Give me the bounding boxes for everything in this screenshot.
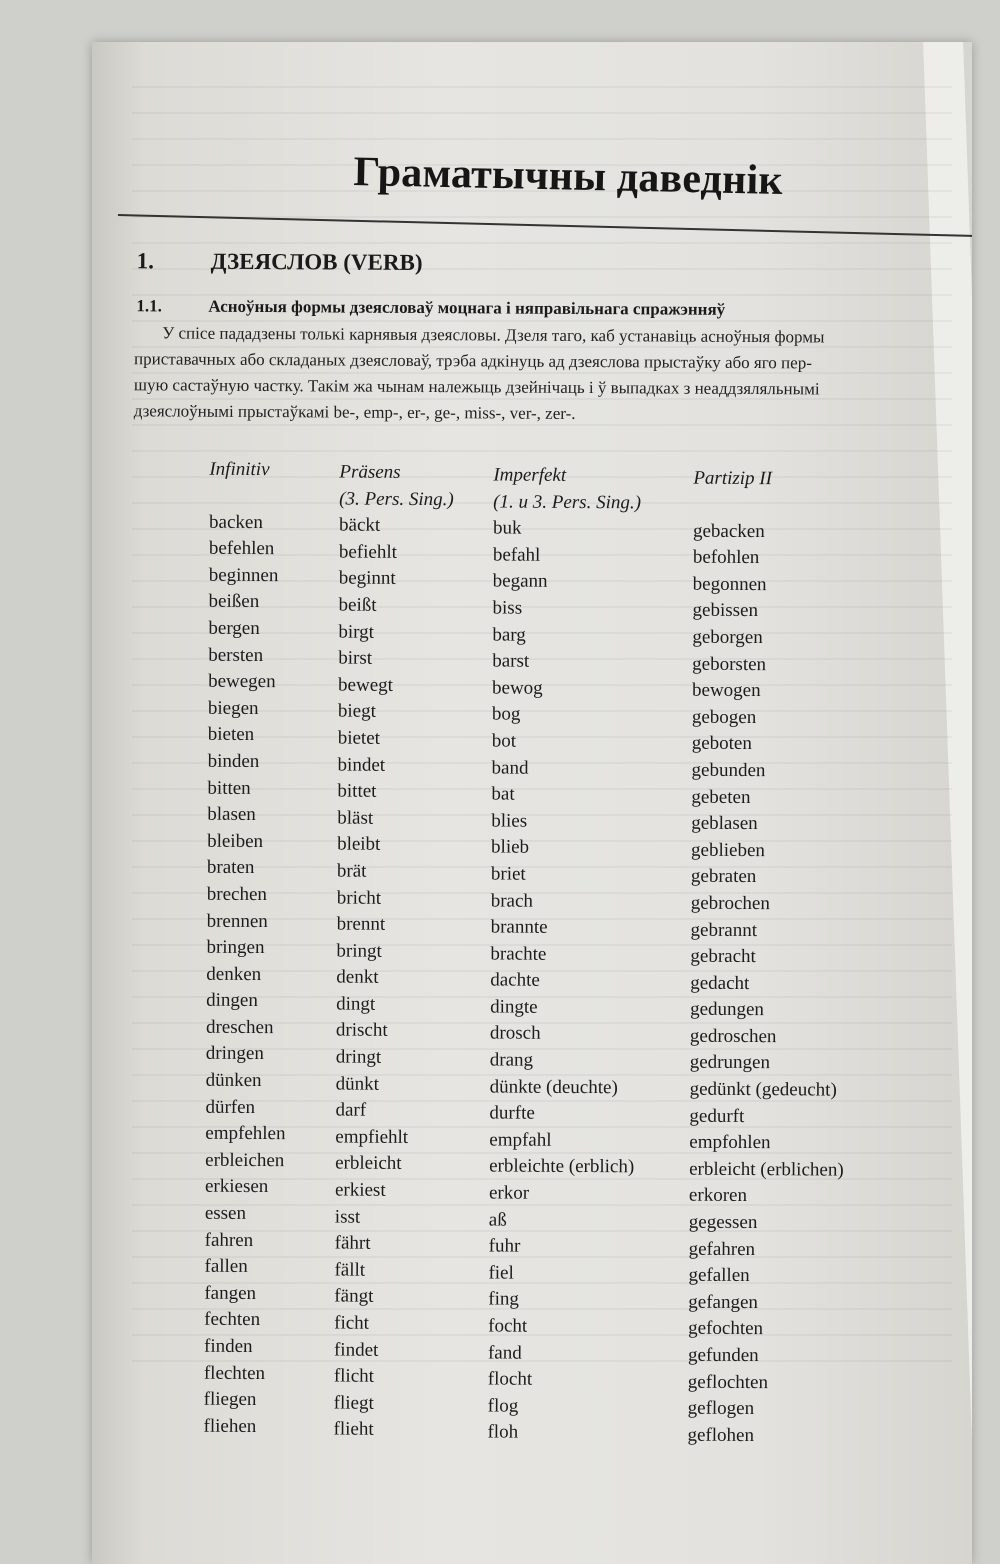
verb-form: bittet	[337, 780, 377, 802]
verb-form: beginnen	[208, 564, 279, 586]
verb-form: binden	[207, 750, 260, 772]
verb-form: drosch	[489, 1022, 541, 1045]
verb-form: essen	[204, 1202, 247, 1224]
verb-form: dingt	[336, 993, 376, 1015]
verb-form: brät	[336, 860, 367, 882]
verb-form: fliehen	[203, 1415, 257, 1437]
verb-form: biegt	[337, 700, 376, 723]
verb-form: beißt	[338, 594, 377, 616]
header-praesens-sub: (3. Pers. Sing.)	[339, 488, 454, 510]
section-number: 1.	[136, 248, 154, 274]
verb-form: fahren	[204, 1229, 254, 1251]
verb-form: empfiehlt	[335, 1126, 409, 1148]
verb-form: befiehlt	[338, 541, 397, 563]
subsection-title: Асноўныя формы дзеясловаў моцнага і няправільнага спражэнняў	[208, 296, 726, 319]
column-partizip	[687, 466, 848, 1450]
verb-form: gedungen	[690, 998, 765, 1021]
header-imperfekt-sub: (1. u 3. Pers. Sing.)	[493, 491, 642, 513]
verb-form: gedroschen	[689, 1025, 777, 1048]
verb-form: brachte	[490, 943, 547, 965]
verb-form: bleibt	[337, 833, 381, 856]
verb-form: empfohlen	[689, 1131, 771, 1154]
intro-line: шую састаўную частку. Такім жа чынам належыць дзейнічаць і ў выпадках з неаддзяляльнымі	[133, 375, 820, 399]
verb-form: aß	[488, 1209, 507, 1231]
verb-form: erbleichte (erblich)	[489, 1155, 635, 1178]
verb-form: bat	[491, 783, 515, 805]
verb-form: finden	[203, 1335, 253, 1358]
verb-form: fangen	[204, 1282, 257, 1304]
verb-form: bewegt	[338, 674, 394, 696]
verb-form: gebacken	[692, 520, 765, 542]
column-praesens	[333, 460, 454, 1445]
verb-form: fing	[488, 1288, 519, 1311]
verb-form: gefunden	[687, 1344, 759, 1367]
verb-form: bog	[491, 703, 521, 725]
section-title: ДЗЕЯСЛОВ (VERB)	[210, 248, 423, 276]
verb-form: dünkte (deuchte)	[489, 1076, 618, 1098]
verb-form: dringt	[335, 1046, 382, 1068]
verb-form: ficht	[334, 1312, 370, 1334]
rows-infinitiv	[203, 509, 289, 1440]
verb-form: geblieben	[691, 839, 765, 861]
verb-form: dünken	[205, 1069, 262, 1092]
verb-form: buk	[492, 517, 522, 539]
verb-form: fliegen	[203, 1388, 257, 1411]
verb-form: befohlen	[692, 546, 760, 569]
verb-form: biegen	[207, 697, 259, 719]
verb-form: dreschen	[205, 1016, 274, 1039]
verb-form: bleiben	[207, 830, 264, 852]
verb-form: denkt	[336, 966, 379, 989]
verb-form: dürfen	[205, 1096, 256, 1118]
verb-form: bringen	[206, 936, 265, 959]
verb-form: barg	[492, 624, 526, 646]
verb-form: flieht	[333, 1418, 374, 1441]
verb-form: erkiest	[334, 1179, 386, 1201]
verb-form: bewegen	[208, 670, 276, 693]
header-imperfekt: Imperfekt	[493, 464, 567, 486]
verb-form: gefallen	[688, 1264, 750, 1287]
verb-form: fuhr	[488, 1235, 521, 1257]
verb-form: gefangen	[688, 1291, 759, 1313]
verb-form: erbleicht (erblichen)	[689, 1158, 844, 1181]
verb-form: bäckt	[338, 514, 381, 536]
verb-form: flechten	[203, 1362, 266, 1384]
verb-form: focht	[488, 1315, 528, 1337]
rows-imperfekt	[487, 516, 640, 1448]
verb-form: gedacht	[690, 972, 750, 994]
verb-form: erkiesen	[204, 1176, 269, 1198]
verb-form: begonnen	[692, 573, 767, 595]
intro-line: приставачных або складаных дзеясловаў, трэба адкінуць ад дзеяслова прыстаўку або яго пер-	[134, 349, 812, 373]
verb-form: gefahren	[688, 1238, 756, 1260]
verb-form: fechten	[204, 1309, 261, 1331]
chapter-title: Граматычны даведнік	[353, 148, 784, 204]
verb-form: barst	[492, 650, 530, 672]
header-infinitiv: Infinitiv	[209, 458, 270, 481]
verb-form: dünkt	[335, 1073, 379, 1095]
verb-form: gebeten	[691, 786, 751, 808]
book-page	[92, 42, 972, 1564]
verb-form: brennen	[206, 910, 268, 932]
verb-form: denken	[206, 963, 262, 985]
verb-form: gebunden	[691, 759, 766, 782]
verb-form: gebracht	[690, 945, 756, 968]
verb-form: blasen	[207, 803, 256, 826]
verb-form: brechen	[206, 883, 268, 905]
verb-form: band	[491, 756, 529, 779]
verb-form: fliegt	[333, 1392, 374, 1414]
verb-form: beißen	[208, 591, 260, 613]
header-partizip: Partizip II	[693, 467, 773, 490]
verb-form: dachte	[490, 969, 540, 992]
verb-form: bersten	[208, 644, 264, 666]
verb-form: erkoren	[688, 1185, 748, 1207]
verb-form: brennt	[336, 913, 386, 935]
verb-form: bringt	[336, 940, 382, 962]
verb-form: blies	[491, 810, 528, 832]
column-imperfekt	[487, 462, 641, 1447]
verb-form: gebrochen	[690, 892, 770, 915]
verb-form: fährt	[334, 1232, 371, 1254]
verb-form: gefochten	[688, 1318, 764, 1340]
verb-form: erbleicht	[335, 1152, 402, 1175]
verb-form: flocht	[487, 1368, 533, 1390]
verb-form: geflogen	[687, 1397, 755, 1420]
verb-form: gebrannt	[690, 919, 758, 941]
verb-form: bot	[491, 730, 517, 752]
verb-form: bewogen	[691, 679, 761, 702]
verb-form: isst	[334, 1206, 361, 1228]
verb-form: gebogen	[691, 706, 757, 728]
verb-form: geflochten	[687, 1371, 769, 1393]
verb-form: geblasen	[691, 812, 758, 835]
verb-form: bindet	[337, 754, 386, 776]
verb-form: befahl	[492, 544, 541, 566]
verb-form: birst	[338, 647, 373, 669]
verb-form: fallen	[204, 1255, 248, 1278]
verb-form: bergen	[208, 617, 260, 640]
verb-form: darf	[335, 1099, 367, 1121]
intro-paragraph	[134, 320, 972, 429]
verb-form: flog	[487, 1395, 519, 1417]
column-infinitiv	[203, 457, 289, 1441]
verb-form: bewog	[491, 677, 543, 699]
verb-form: gegessen	[688, 1211, 758, 1234]
rows-partizip	[687, 518, 847, 1450]
verb-form: flicht	[333, 1365, 375, 1387]
verb-form: fängt	[334, 1285, 374, 1308]
verb-form: bitten	[207, 777, 251, 799]
verb-form: gedrungen	[689, 1052, 771, 1074]
rows-praesens	[333, 513, 453, 1444]
verb-form: bieten	[207, 724, 255, 746]
verb-form: fällt	[334, 1259, 366, 1281]
verb-form: bietet	[337, 727, 381, 749]
verb-form: geflohen	[687, 1424, 755, 1446]
verb-form: dringen	[205, 1043, 264, 1065]
verb-form: brach	[490, 889, 534, 912]
verb-form: birgt	[338, 621, 375, 643]
verb-form: empfehlen	[205, 1122, 286, 1145]
verb-form: gedünkt (gedeucht)	[689, 1078, 837, 1101]
verb-form: durfte	[489, 1102, 535, 1124]
header-praesens: Präsens	[339, 461, 401, 483]
verb-form: braten	[206, 857, 255, 879]
verb-form: fand	[487, 1342, 522, 1364]
subsection-number: 1.1.	[136, 296, 162, 316]
verb-form: beginnt	[338, 567, 396, 590]
intro-line: У спісе пададзены толькі карнявыя дзеясловы. Дзеля таго, каб устанавіць асноўныя формы	[162, 323, 825, 347]
verb-form: brannte	[490, 916, 548, 938]
verb-form: bricht	[336, 887, 382, 909]
verb-form: gebraten	[690, 865, 757, 888]
verb-form: dingte	[490, 996, 538, 1018]
verb-form: drischt	[335, 1019, 388, 1042]
verb-form: drang	[489, 1049, 534, 1071]
verb-form: floh	[487, 1421, 519, 1444]
verb-form: begann	[492, 570, 548, 593]
verb-form: empfahl	[489, 1129, 552, 1151]
verb-form: findet	[333, 1339, 379, 1361]
page-content	[92, 42, 972, 1564]
verb-form: briet	[490, 863, 526, 885]
verb-form: erkor	[488, 1182, 530, 1204]
verb-form: geborgen	[692, 626, 763, 649]
verb-form: blieb	[491, 836, 530, 858]
verb-form: geboten	[691, 733, 752, 755]
verb-form: fiel	[488, 1262, 514, 1284]
verb-form: gebissen	[692, 600, 759, 622]
verb-form: dingen	[206, 989, 258, 1012]
verb-form: biss	[492, 597, 523, 619]
verb-form: befehlen	[208, 537, 275, 560]
verb-form: bläst	[337, 807, 374, 829]
verb-form: gedurft	[689, 1105, 745, 1127]
verb-form: erbleichen	[205, 1149, 285, 1172]
verb-form: backen	[209, 511, 263, 533]
intro-line: дзеяслоўнымі прыстаўкамі be-, emp-, er-, ge-, miss-, ver-, zer-.	[133, 401, 576, 423]
verb-form: geborsten	[692, 653, 767, 675]
